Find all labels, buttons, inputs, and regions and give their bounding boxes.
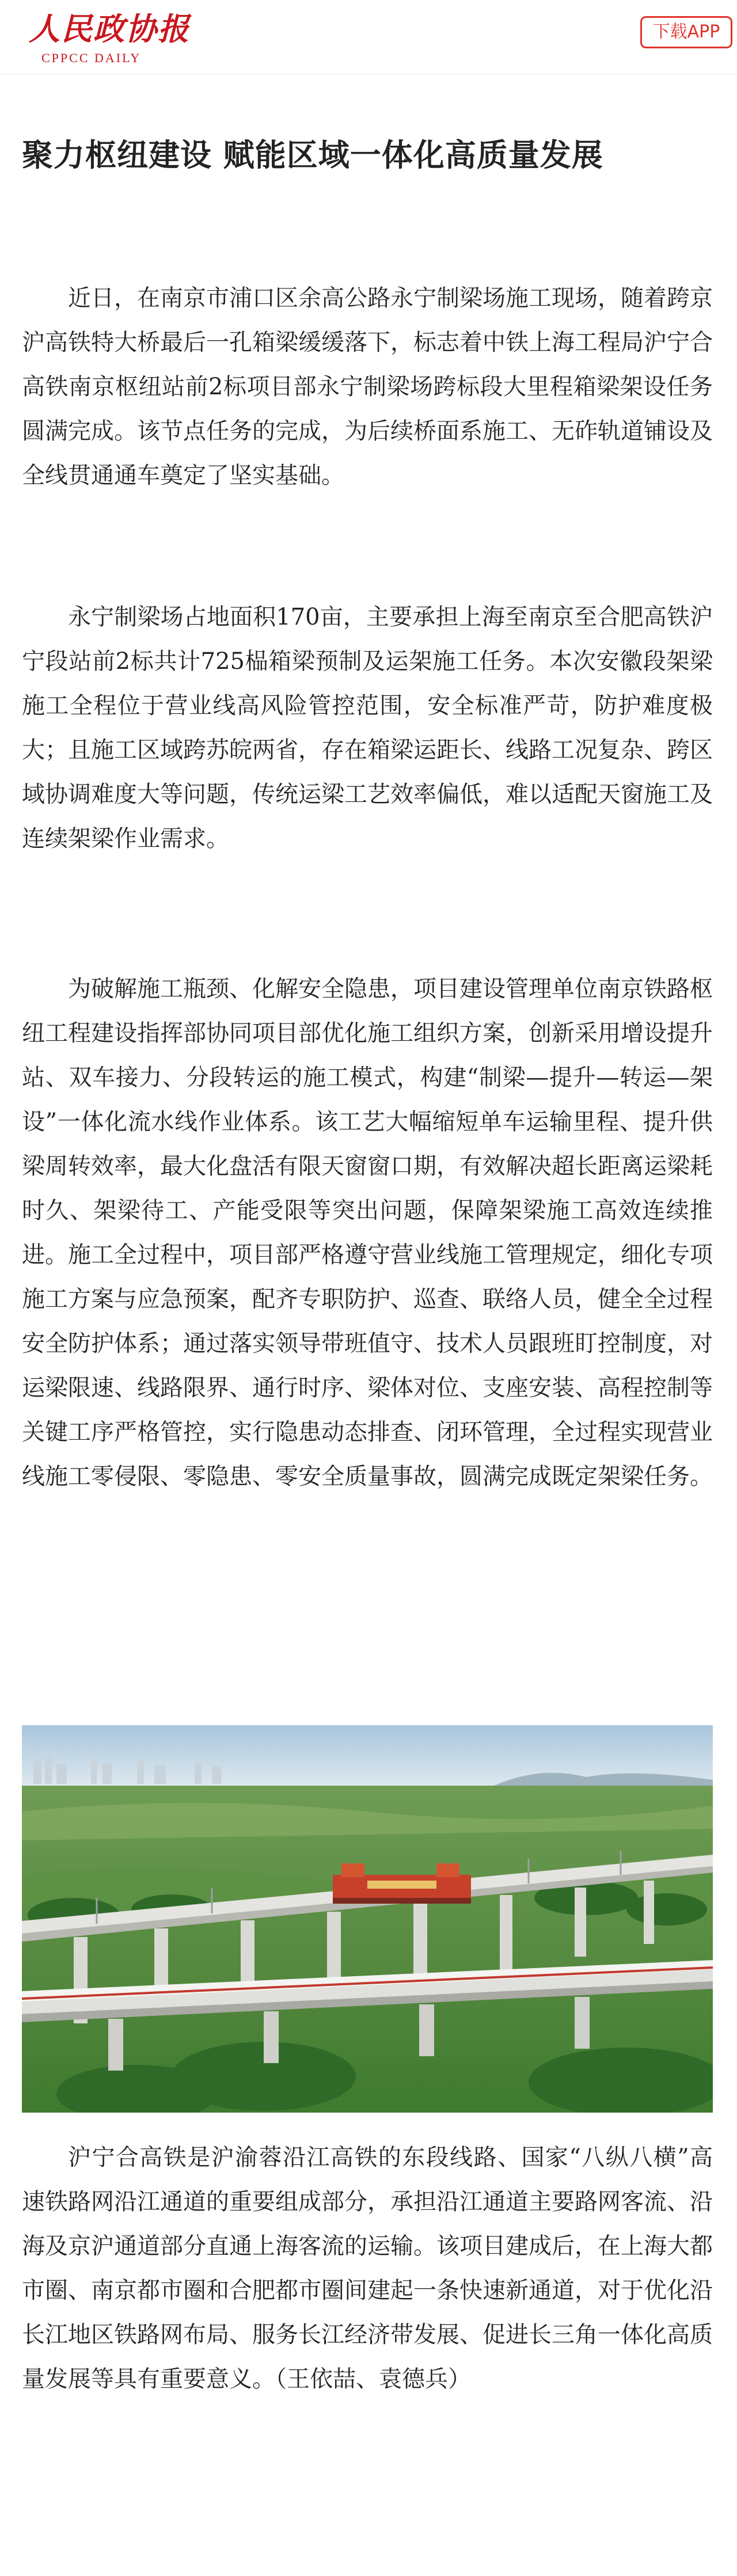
logo-title: 人民政协报 xyxy=(29,10,190,47)
article-paragraph-4: 沪宁合高铁是沪渝蓉沿江高铁的东段线路、国家“八纵八横”高速铁路网沿江通道的重要组成部分，承担沿江通道主要路网客流、沿海及京沪通道部分直通上海客流的运输。该项目建成后，在上海大都市圈、南京都市圈和合肥都市圈间建起一条快速新通道，对于优化沿长江地区铁路网布局、服务长江经济带发展、促进长三角一体化高质量发展等具有重要意义。（王依喆、袁德兵） xyxy=(22,2144,713,2392)
article-title: 聚力枢纽建设 赋能区域一体化高质量发展 xyxy=(22,137,603,173)
download-app-button[interactable]: 下载APP xyxy=(640,16,732,48)
article-paragraph-2: 永宁制梁场占地面积170亩，主要承担上海至南京至合肥高铁沪宁段站前2标共计725榀箱梁预制及运架施工任务。本次安徽段架梁施工全程位于营业线高风险管控范围，安全标准严苛，防护难度极大；且施工区域跨苏皖两省，存在箱梁运距长、线路工况复杂、跨区域协调难度大等问题，传统运梁工艺效率偏低，难以适配天窗施工及连续架梁作业需求。 xyxy=(22,604,713,852)
railway-bridge-photo xyxy=(22,1725,713,2113)
logo-subtitle: CPPCC DAILY xyxy=(41,51,142,65)
top-header xyxy=(0,0,737,74)
article-paragraph-3: 为破解施工瓶颈、化解安全隐患，项目建设管理单位南京铁路枢纽工程建设指挥部协同项目部优化施工组织方案，创新采用增设提升站、双车接力、分段转运的施工模式，构建“制梁—提升—转运—架设”一体化流水线作业体系。该工艺大幅缩短单车运输里程、提升供梁周转效率，最大化盘活有限天窗窗口期，有效解决超长距离运梁耗时久、架梁待工、产能受限等突出问题，保障架梁施工高效连续推进。施工全过程中，项目部严格遵守营业线施工管理规定，细化专项施工方案与应急预案，配齐专职防护、巡查、联络人员，健全全过程安全防护体系；通过落实领导带班值守、技术人员跟班盯控制度，对运梁限速、线路限界、通行时序、梁体对位、支座安装、高程控制等关键工序严格管控，实行隐患动态排查、闭环管理，全过程实现营业线施工零侵限、零隐患、零安全质量事故，圆满完成既定架梁任务。 xyxy=(22,976,713,1490)
article-paragraph-1: 近日，在南京市浦口区余高公路永宁制梁场施工现场，随着跨京沪高铁特大桥最后一孔箱梁缓缓落下，标志着中铁上海工程局沪宁合高铁南京枢纽站前2标项目部永宁制梁场跨标段大里程箱梁架设任务圆满完成。该节点任务的完成，为后续桥面系施工、无砟轨道铺设及全线贯通通车奠定了坚实基础。 xyxy=(22,285,713,489)
cppcc-daily-logo[interactable] xyxy=(29,10,190,68)
